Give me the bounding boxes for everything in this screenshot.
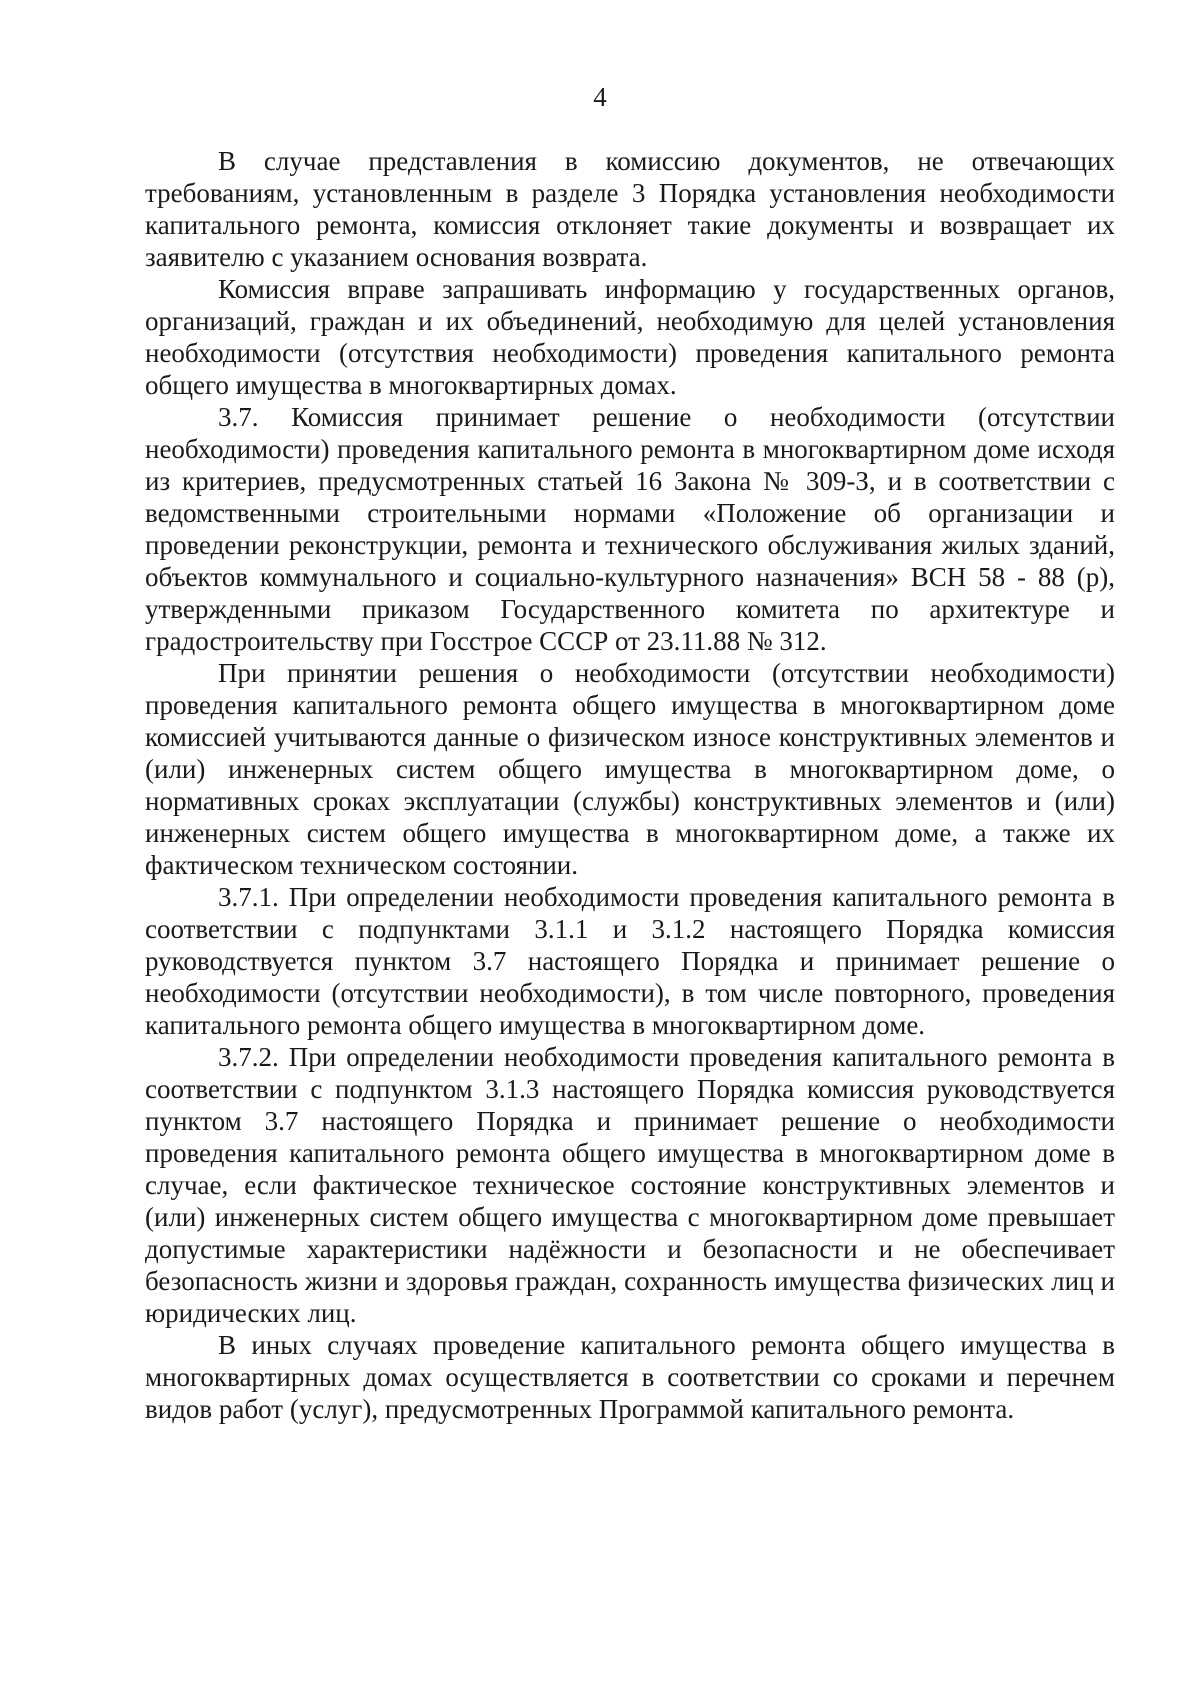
paragraph-other-cases: В иных случаях проведение капитального ремонта общего имущества в многоквартирных домах осуществляется в соответствии со сроками и перечнем видов работ (услуг), предусмотренных Программой капитального ремонта.	[145, 1330, 1115, 1424]
paragraph-3-7-1: 3.7.1. При определении необходимости проведения капитального ремонта в соответствии с подпунктами 3.1.1 и 3.1.2 настоящего Порядка комиссия руководствуется пунктом 3.7 настоящего Порядка и принимает решение о необходимости (отсутствии необходимости), в том числе повторного, проведения капитального ремонта общего имущества в многоквартирном доме.	[145, 882, 1115, 1040]
paragraph-request-information: Комиссия вправе запрашивать информацию у государственных органов, организаций, граждан и их объединений, необходимую для целей установления необходимости (отсутствия необходимости) проведения капитального ремонта общего имущества в многоквартирных домах.	[145, 274, 1115, 400]
paragraph-return-documents: В случае представления в комиссию документов, не отвечающих требованиям, установленным в разделе 3 Порядка установления необходимости капитального ремонта, комиссия отклоняет такие документы и возвращает их заявителю с указанием основания возврата.	[145, 146, 1115, 272]
paragraph-3-7: 3.7. Комиссия принимает решение о необходимости (отсутствии необходимости) проведения капитального ремонта в многоквартирном доме исходя из критериев, предусмотренных статьей 16 Закона № 309-З, и в соответствии с ведомственными строительными нормами «Положение об организации и проведении реконструкции, ремонта и технического обслуживания жилых зданий, объектов коммунального и социально-культурного назначения» ВСН 58 - 88 (р), утвержденными приказом Государственного комитета по архитектуре и градостроительству при Госстрое СССР от 23.11.88 № 312.	[145, 402, 1115, 656]
page-number: 4	[593, 82, 607, 112]
document-body	[145, 145, 1115, 1425]
paragraph-3-7-2: 3.7.2. При определении необходимости проведения капитального ремонта в соответствии с подпунктом 3.1.3 настоящего Порядка комиссия руководствуется пунктом 3.7 настоящего Порядка и принимает решение о необходимости проведения капитального ремонта общего имущества в многоквартирном доме в случае, если фактическое техническое состояние конструктивных элементов и (или) инженерных систем общего имущества с многоквартирном доме превышает допустимые характеристики надёжности и безопасности и не обеспечивает безопасность жизни и здоровья граждан, сохранность имущества физических лиц и юридических лиц.	[145, 1042, 1115, 1328]
paragraph-decision-data: При принятии решения о необходимости (отсутствии необходимости) проведения капитального ремонта общего имущества в многоквартирном доме комиссией учитываются данные о физическом износе конструктивных элементов и (или) инженерных систем общего имущества в многоквартирном доме, о нормативных сроках эксплуатации (службы) конструктивных элементов и (или) инженерных систем общего имущества в многоквартирном доме, а также их фактическом техническом состоянии.	[145, 658, 1115, 880]
